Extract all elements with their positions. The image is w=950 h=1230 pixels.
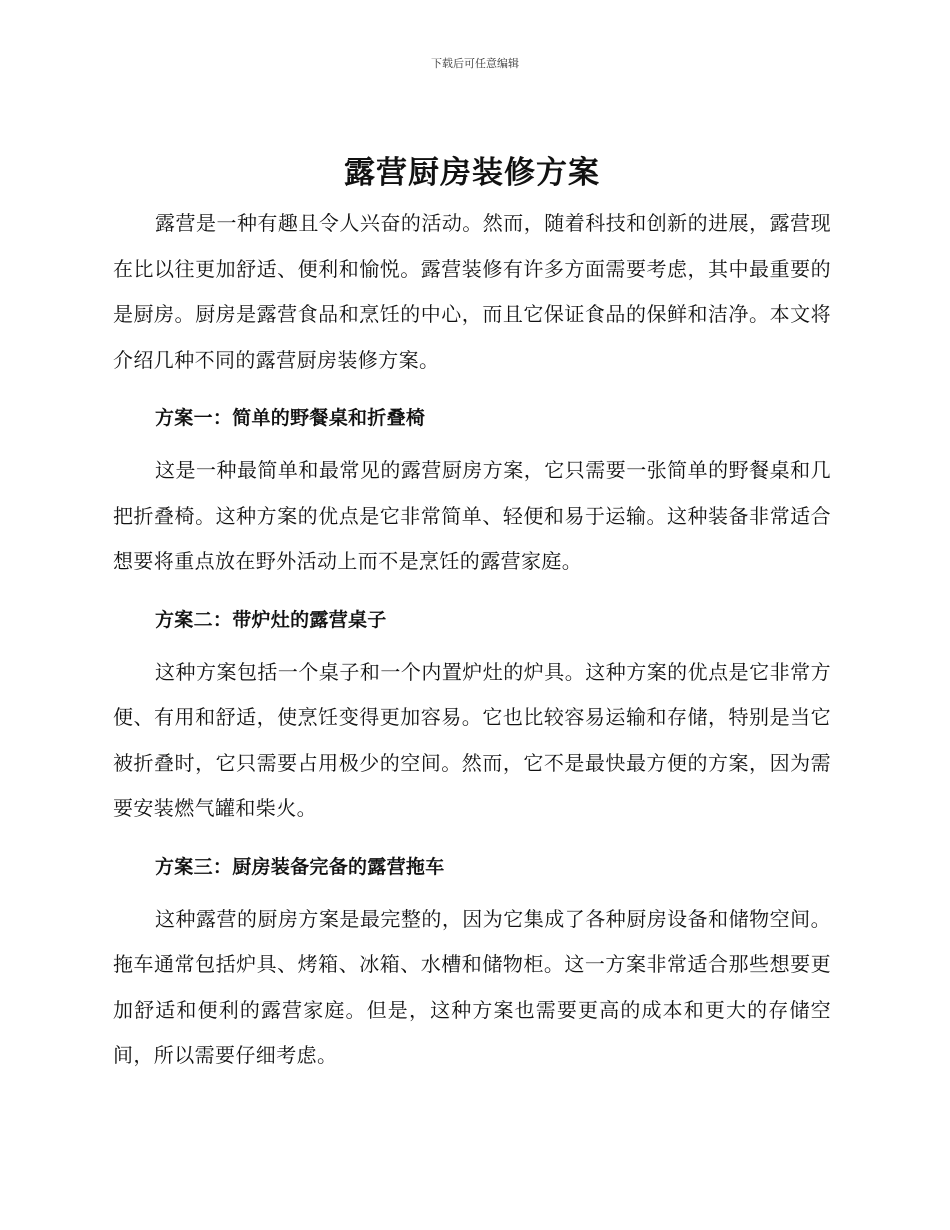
intro-paragraph: 露营是一种有趣且令人兴奋的活动。然而，随着科技和创新的进展，露营现在比以往更加舒适、便利和愉悦。露营装修有许多方面需要考虑，其中最重要的是厨房。厨房是露营食品和烹饪的中心，而且它保证食品的保鲜和洁净。本文将介绍几种不同的露营厨房装修方案。 xyxy=(113,211,831,372)
section-heading-3: 方案三：厨房装备完备的露营拖车 xyxy=(155,855,445,878)
document-body xyxy=(113,145,831,1079)
document-title: 露营厨房装修方案 xyxy=(344,155,600,191)
header-note: 下载后可任意编辑 xyxy=(431,57,519,70)
section-heading-1: 方案一：简单的野餐桌和折叠椅 xyxy=(155,407,426,429)
section-heading-2: 方案二：带炉灶的露营桌子 xyxy=(155,608,387,631)
section-body-1: 这是一种最简单和最常见的露营厨房方案，它只需要一张简单的野餐桌和几把折叠椅。这种方案的优点是它非常简单、轻便和易于运输。这种装备非常适合想要将重点放在野外活动上而不是烹饪的露营家庭。 xyxy=(113,458,831,573)
section-body-2: 这种方案包括一个桌子和一个内置炉灶的炉具。这种方案的优点是它非常方便、有用和舒适，使烹饪变得更加容易。它也比较容易运输和存储，特别是当它被折叠时，它只需要占用极少的空间。然而，它不是最快最方便的方案，因为需要安装燃气罐和柴火。 xyxy=(113,659,831,820)
section-body-3: 这种露营的厨房方案是最完整的，因为它集成了各种厨房设备和储物空间。拖车通常包括炉具、烤箱、冰箱、水槽和储物柜。这一方案非常适合那些想要更加舒适和便利的露营家庭。但是，这种方案也需要更高的成本和更大的存储空间，所以需要仔细考虑。 xyxy=(113,906,831,1067)
